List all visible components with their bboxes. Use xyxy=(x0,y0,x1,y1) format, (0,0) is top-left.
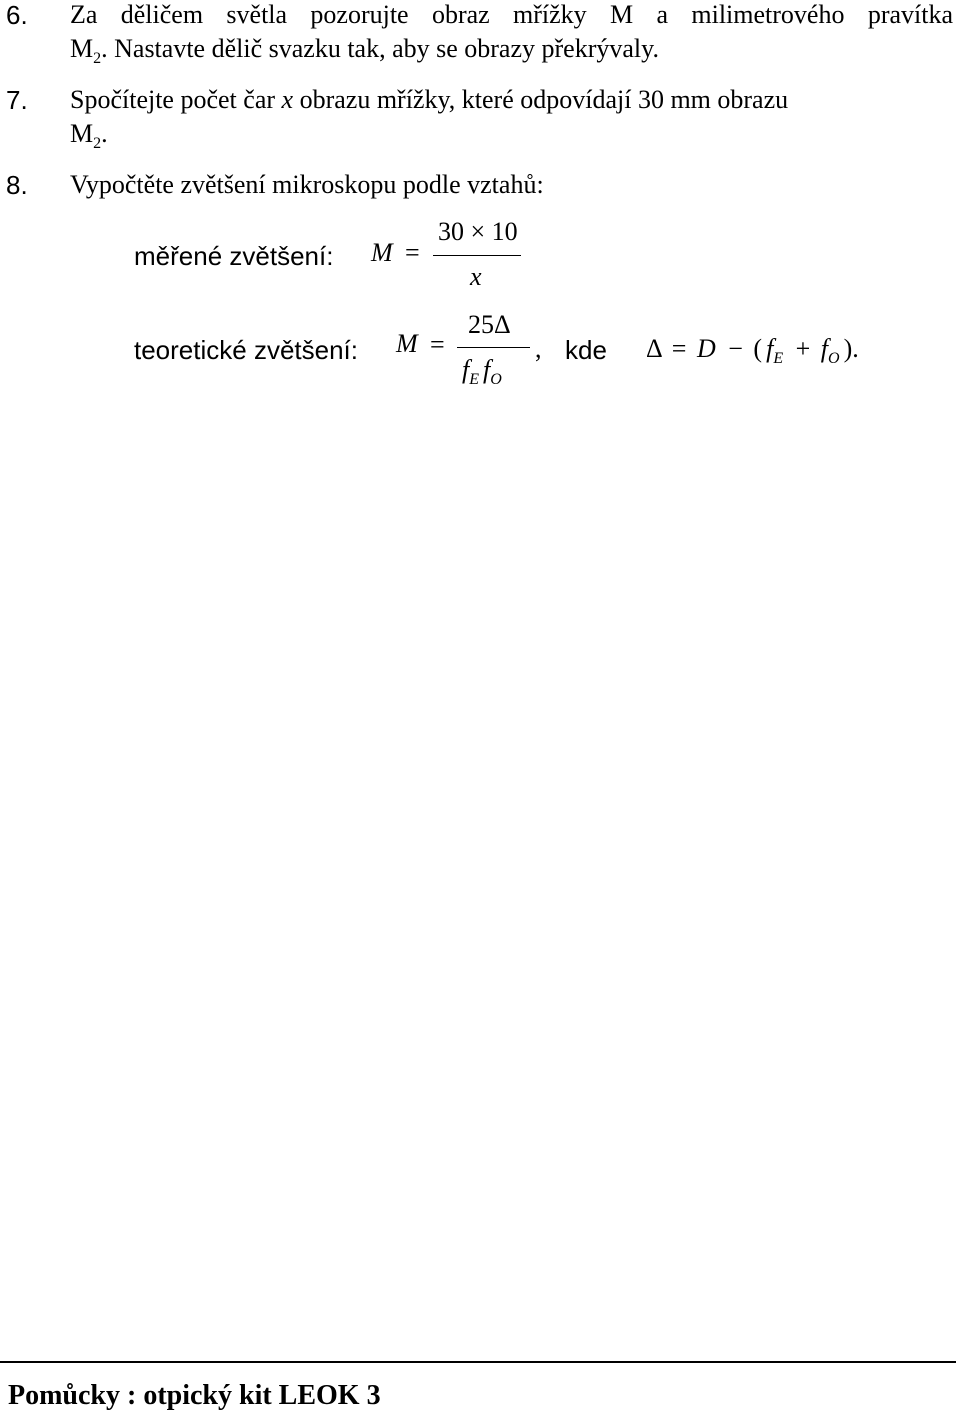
measured-equals: = xyxy=(405,238,420,267)
item-7-m-letter: M xyxy=(70,119,94,148)
delta-symbol: Δ xyxy=(646,334,662,363)
item-6-line1 xyxy=(70,0,953,30)
footer-equipment: Pomůcky : otpický kit LEOK 3 xyxy=(8,1380,381,1411)
measured-numerator xyxy=(438,217,518,247)
measured-num-10: 10 xyxy=(491,217,518,246)
delta-sub-e: E xyxy=(773,350,784,367)
theoretical-kde: kde xyxy=(565,335,607,365)
item-6-line2-text: . Nastavte dělič svazku tak, aby se obrazy překrývaly. xyxy=(101,34,659,63)
measured-denominator: x xyxy=(470,262,482,291)
theoretical-numerator: 25Δ xyxy=(468,310,511,339)
theoretical-label: teoretické zvětšení: xyxy=(134,335,358,365)
delta-sub-o: O xyxy=(828,350,840,367)
theoretical-lhs-m: M xyxy=(396,329,418,358)
item-6-number: 6. xyxy=(6,0,28,30)
delta-d: D xyxy=(696,334,716,363)
footer-divider xyxy=(0,1361,956,1363)
theoretical-denominator xyxy=(462,355,502,389)
item-6-m-letter: M xyxy=(70,34,94,63)
den-f-e: f xyxy=(462,355,470,384)
delta-equals: = xyxy=(671,334,687,363)
measured-label: měřené zvětšení: xyxy=(134,241,334,271)
item-7-line2-text: . xyxy=(101,119,108,148)
item-8-line1: Vypočtěte zvětšení mikroskopu podle vztahů: xyxy=(70,170,544,199)
item-7-line1-part-a: Spočítejte počet čar xyxy=(70,85,276,114)
item-6-line1-justified xyxy=(70,0,953,30)
delta-minus: − xyxy=(728,334,743,363)
measured-num-30: 30 xyxy=(438,217,464,246)
item-7-m-subscript: 2 xyxy=(93,135,102,152)
item-7-variable-x: x xyxy=(281,85,294,114)
item-6-m-subscript: 2 xyxy=(93,50,102,67)
item-7-line1-part-b: obrazu mřížky, které odpovídají 30 mm obrazu xyxy=(299,85,789,114)
item-6-line1-text: Za děličem světla pozorujte obraz mřížky M a milimetrového pravítka xyxy=(70,0,954,29)
den-sub-o: O xyxy=(490,371,502,388)
item-6-line2 xyxy=(70,34,659,68)
theoretical-comma: , xyxy=(535,334,542,363)
delta-f-e: f xyxy=(766,334,774,363)
measured-times: × xyxy=(470,217,486,246)
measured-lhs-m: M xyxy=(371,238,393,267)
theoretical-equals: = xyxy=(430,330,445,359)
item-7-line1 xyxy=(70,85,788,115)
delta-definition xyxy=(646,334,859,368)
item-8-number: 8. xyxy=(6,170,28,200)
theoretical-fraction-bar xyxy=(457,347,530,348)
delta-period: . xyxy=(852,334,859,363)
item-7-line2 xyxy=(70,119,108,153)
den-sub-e: E xyxy=(469,371,480,388)
delta-lparen: ( xyxy=(753,334,763,363)
item-7-number: 7. xyxy=(6,85,28,115)
delta-rparen: ) xyxy=(843,334,853,363)
measured-fraction-bar xyxy=(433,255,521,256)
den-f-o: f xyxy=(483,355,491,384)
delta-plus: + xyxy=(795,334,811,363)
delta-f-o: f xyxy=(820,334,829,363)
